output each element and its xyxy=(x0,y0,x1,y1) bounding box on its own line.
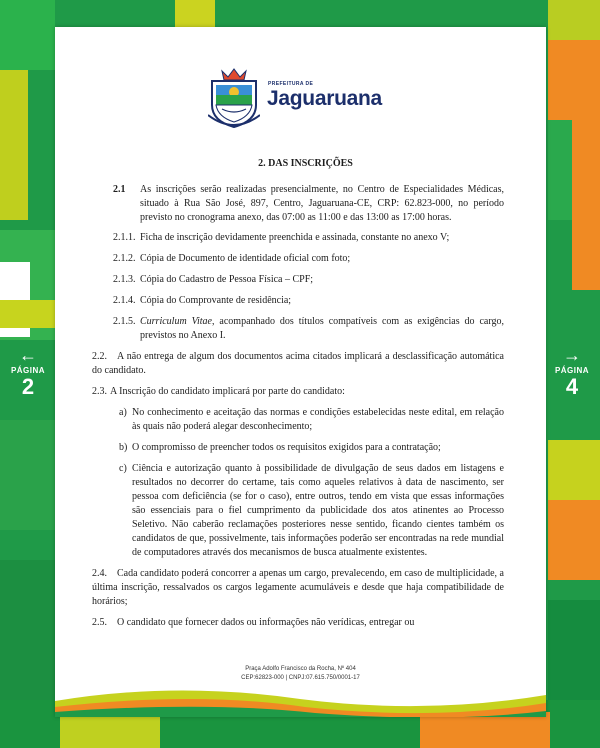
clause-item xyxy=(55,273,546,287)
clause-item xyxy=(55,183,546,225)
clause-italic-text: Curriculum Vitae xyxy=(140,316,212,327)
clause-number: 2.5. xyxy=(92,617,107,628)
bg-block xyxy=(0,420,55,530)
bg-block xyxy=(0,70,28,220)
bg-block xyxy=(548,0,600,40)
prev-page-label: PÁGINA xyxy=(10,366,46,375)
footer-address: Praça Adolfo Francisco da Rocha, Nº 404 xyxy=(245,666,356,672)
clause-number: 2.1 xyxy=(113,184,126,195)
clause-item xyxy=(55,385,546,399)
clause-subitem xyxy=(55,441,546,455)
prev-page-button[interactable] xyxy=(0,346,56,399)
bg-block xyxy=(548,500,600,580)
clause-number: 2.1.5. xyxy=(113,316,136,327)
bg-block xyxy=(0,0,55,70)
bg-block xyxy=(420,712,550,748)
clause-item xyxy=(55,252,546,266)
next-page-number: 4 xyxy=(565,374,579,399)
clause-text: Cópia do Cadastro de Pessoa Física – CPF; xyxy=(140,274,314,285)
clause-text: Cada candidato poderá concorrer a apenas um cargo, prevalecendo, em caso de multiplicidade, a última inscrição, ressalvados os cargos legamente acumuláveis e desde que haja compatibilidade de horários; xyxy=(92,568,504,607)
clause-letter: b) xyxy=(119,442,128,453)
clause-text: O compromisso de preencher todos os requisitos exigidos para a contratação; xyxy=(132,442,441,453)
logo-prefix: PREFEITURA DE xyxy=(268,81,314,87)
logo-name: Jaguaruana xyxy=(267,87,382,110)
clause-number: 2.1.3. xyxy=(113,274,136,285)
arrow-right-icon: → xyxy=(563,345,581,365)
section-heading: 2. DAS INSCRIÇÕES xyxy=(258,158,353,169)
clause-subitem xyxy=(55,406,546,434)
clause-text: A não entrega de algum dos documentos acima citados implicará a desclassificação automática do candidato. xyxy=(92,351,504,376)
clause-number: 2.3. xyxy=(92,386,107,397)
bg-block xyxy=(175,0,215,28)
clause-item xyxy=(55,616,546,630)
clause-number: 2.1.2. xyxy=(113,253,136,264)
clause-number: 2.4. xyxy=(92,568,107,579)
clause-text: Cópia de Documento de identidade oficial com foto; xyxy=(140,253,351,264)
municipality-logo xyxy=(208,65,398,129)
next-page-label: PÁGINA xyxy=(554,366,590,375)
clause-text: No conhecimento e aceitação das normas e condições estabelecidas neste edital, em relação às quais não poderá alegar desconhecimento; xyxy=(132,407,504,432)
clause-text: Ficha de inscrição devidamente preenchida e assinada, constante no anexo V; xyxy=(140,232,450,243)
document-page xyxy=(55,27,546,717)
clause-item xyxy=(55,231,546,245)
clause-text: O candidato que fornecer dados ou informações não verídicas, entregar ou xyxy=(117,617,415,628)
clause-item xyxy=(55,567,546,609)
clause-item xyxy=(55,350,546,378)
next-page-button[interactable] xyxy=(544,346,600,399)
bg-block xyxy=(572,120,600,290)
bg-block xyxy=(548,440,600,500)
document-body xyxy=(55,157,546,637)
bg-block xyxy=(0,300,55,328)
arrow-left-icon: ← xyxy=(19,345,37,365)
clause-text: A Inscrição do candidato implicará por parte do candidato: xyxy=(110,386,345,397)
clause-letter: c) xyxy=(119,463,127,474)
clause-letter: a) xyxy=(119,407,127,418)
footer-cep-cnpj: CEP:62823-000 | CNPJ:07.615.750/0001-17 xyxy=(241,675,360,681)
clause-number: 2.2. xyxy=(92,351,107,362)
prev-page-number: 2 xyxy=(21,374,35,399)
clause-text: As inscrições serão realizadas presencialmente, no Centro de Especialidades Médicas, situado à Rua São José, 897, Centro, Jaguaruana-CE, CRP: 62.823-000, no período previsto no cronograma anexo, das 07:00 as 11:00 e das 13:00 as 17:00 horas. xyxy=(140,184,504,223)
footer-wave-decoration xyxy=(55,675,546,717)
clause-item xyxy=(55,294,546,308)
clause-text: , acompanhado dos títulos compatíveis com as exigências do cargo, previstos no Anexo I. xyxy=(140,316,505,341)
clause-number: 2.1.1. xyxy=(113,232,136,243)
clause-subitem xyxy=(55,462,546,560)
clause-number: 2.1.4. xyxy=(113,295,136,306)
clause-text: Ciência e autorização quanto à possibilidade de divulgação de seus dados em listagens e resultados no decorrer do certame, tais como aqueles relativos à data de nascimento, ser pessoa com deficiência (se for o caso), entre outros, tendo em vista que essas informações são essenciais para o fiel cumprimento da publicidade dos atos atinentes ao Processo Seletivo. Não caberão reclamações posteriores nesse sentido, ficando cientes também os candidatos de que, possivelmente, tais informações poderão ser encontradas na rede mundial de computadores através dos mecanismos de busca atualmente existentes. xyxy=(132,463,504,558)
clause-item xyxy=(55,315,546,343)
clause-text: Cópia do Comprovante de residência; xyxy=(140,295,292,306)
coat-of-arms-icon xyxy=(208,65,260,129)
bg-block xyxy=(548,40,600,120)
